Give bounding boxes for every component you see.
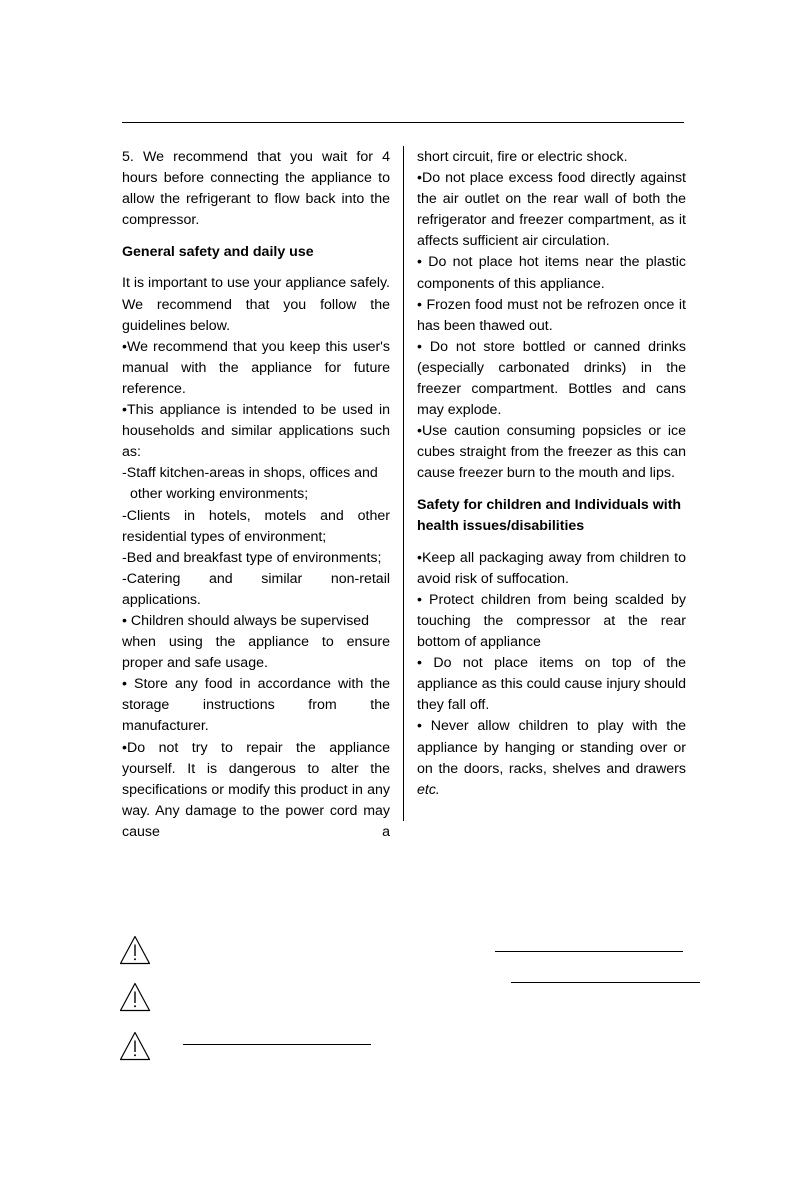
bullet-hot-items: • Do not place hot items near the plastic components of this appliance. <box>417 254 686 292</box>
bullet-store-food: • Store any food in accordance with the storage instructions from the manufacturer. <box>122 676 390 735</box>
bullet-packaging: •Keep all packaging away from children to avoid risk of suffocation. <box>417 549 686 587</box>
children-play-text: • Never allow children to play with the appliance by hanging or standing over or on the doors, racks, shelves and drawers <box>417 718 686 777</box>
bullet-scalded: • Protect children from being scalded by touching the compressor at the rear bottom of appliance <box>417 591 686 651</box>
column-divider <box>403 146 404 821</box>
bullet-children-supervised-rest: when using the appliance to ensure proper and safe usage. <box>122 634 390 672</box>
warning-triangle-icon <box>119 1031 151 1061</box>
bullet-keep-manual: •We recommend that you keep this user's manual with the appliance for future reference. <box>122 338 390 397</box>
warning-1-underline <box>495 951 683 952</box>
bullet-bottled-drinks: • Do not store bottled or canned drinks (especially carbonated drinks) in the freezer compartment. Bottles and cans may explode. <box>417 338 686 419</box>
left-column <box>122 147 390 843</box>
dash-bed-breakfast: -Bed and breakfast type of environments; <box>122 549 382 566</box>
warning-triangle-icon <box>119 935 151 965</box>
etc-text: etc. <box>417 781 440 798</box>
heading-general-safety: General safety and daily use <box>122 243 314 260</box>
bullet-children-supervised-line1: • Children should always be supervised <box>122 612 370 629</box>
dash-staff-kitchen: -Staff kitchen-areas in shops, offices and other working environments; <box>122 465 378 503</box>
step-5-text: 5. We recommend that you wait for 4 hours before connecting the appliance to allow the refrigerant to flow back into the compressor. <box>122 149 390 229</box>
dash-catering: -Catering and similar non-retail applications. <box>122 570 390 608</box>
continued-text: short circuit, fire or electric shock. <box>417 149 628 165</box>
bullet-do-not-repair: •Do not try to repair the appliance yourself. It is dangerous to alter the specifications or modify this product in any way. Any damage to the power cord may cause a <box>122 739 390 840</box>
warning-3-underline <box>183 1044 371 1045</box>
header-rule <box>122 122 684 123</box>
dash-clients-hotels: -Clients in hotels, motels and other residential types of environment; <box>122 507 390 545</box>
bullet-air-outlet: •Do not place excess food directly against the air outlet on the rear wall of both the refrigerator and freezer compartment, as it affects sufficient air circulation. <box>417 170 686 250</box>
intro-text: It is important to use your appliance safely. We recommend that you follow the guidelines below. <box>122 275 390 334</box>
bullet-popsicles: •Use caution consuming popsicles or ice cubes straight from the freezer as this can cause freezer burn to the mouth and lips. <box>417 423 686 482</box>
heading-children-safety: Safety for children and Individuals with health issues/disabilities <box>417 497 682 535</box>
bullet-items-on-top: • Do not place items on top of the appliance as this could cause injury should they fall off. <box>417 655 686 714</box>
warning-2-underline <box>511 982 700 983</box>
right-column <box>417 147 686 801</box>
bullet-frozen-food: • Frozen food must not be refrozen once it has been thawed out. <box>417 296 686 334</box>
bullet-children-play <box>417 716 686 800</box>
bullet-intended-use: •This appliance is intended to be used in households and similar applications such as: <box>122 402 390 461</box>
warning-triangle-icon <box>119 982 151 1012</box>
